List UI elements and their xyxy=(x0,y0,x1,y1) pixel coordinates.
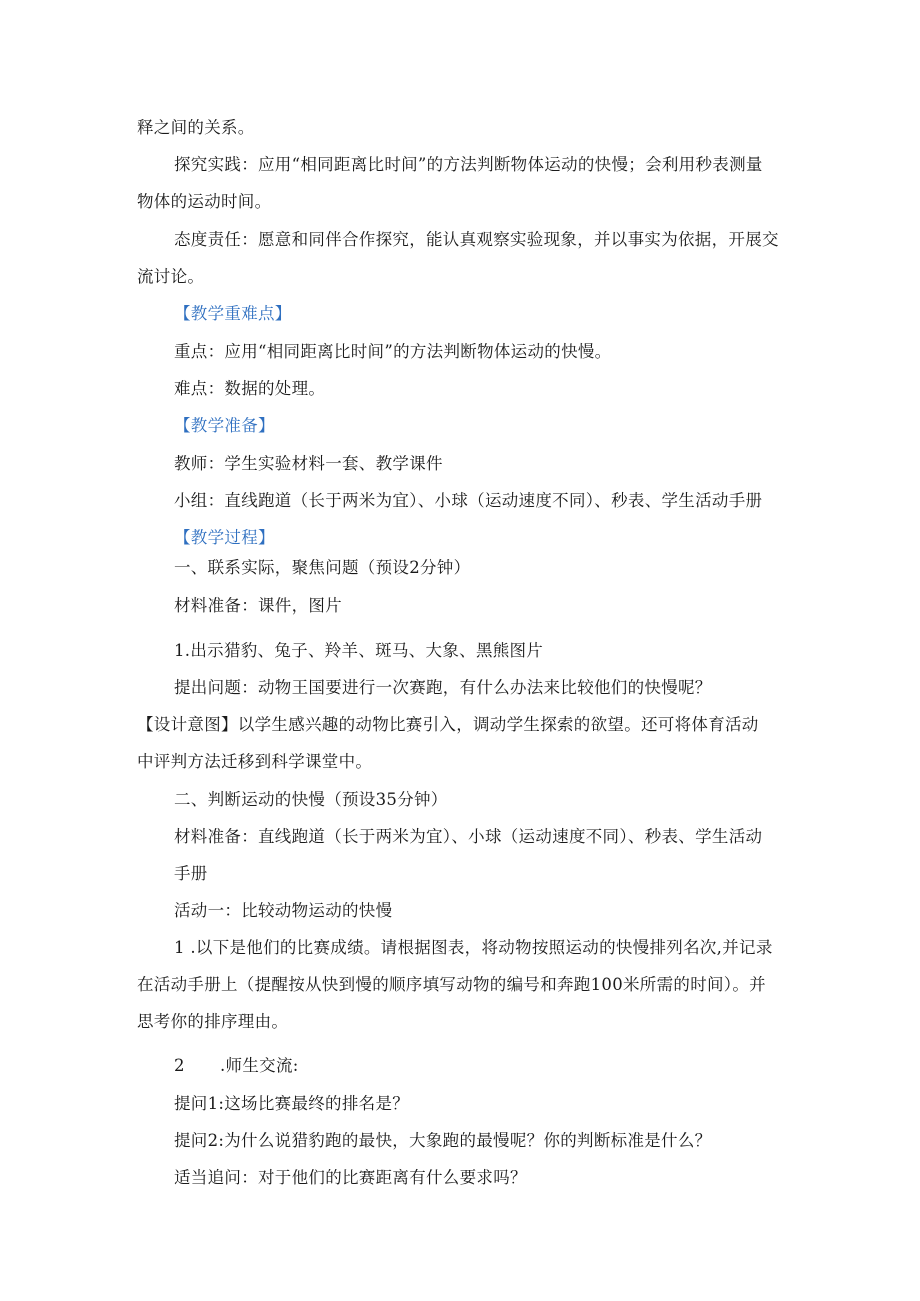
activity1-title: 活动一：比较动物运动的快慢 xyxy=(174,901,393,920)
objective-line-4: 态度责任：愿意和同伴合作探究，能认真观察实验现象，并以事实为依据，开展交 xyxy=(174,230,779,249)
heading-preparation: 【教学准备】 xyxy=(174,416,275,435)
design-intent-line-1: 【设计意图】以学生感兴趣的动物比赛引入，调动学生探索的欲望。还可将体育活动 xyxy=(137,715,759,734)
part1-step1: 1.出示猎豹、兔子、羚羊、斑马、大象、黑熊图片 xyxy=(174,641,544,660)
part1-title: 一、联系实际，聚焦问题（预设2分钟） xyxy=(174,558,471,577)
part2-materials-line-2: 手册 xyxy=(174,864,208,883)
step2-number: 2 xyxy=(174,1056,185,1075)
key-point-focus: 重点：应用“相同距离比时间”的方法判断物体运动的快慢。 xyxy=(174,342,612,361)
objective-line-3: 物体的运动时间。 xyxy=(137,192,272,211)
design-intent-line-2: 中评判方法迁移到科学课堂中。 xyxy=(137,752,373,771)
preparation-teacher: 教师：学生实验材料一套、教学课件 xyxy=(174,454,443,473)
followup-question: 适当追问：对于他们的比赛距离有什么要求吗？ xyxy=(174,1168,527,1187)
heading-process: 【教学过程】 xyxy=(174,528,275,547)
preparation-group: 小组：直线跑道（长于两米为宜）、小球（运动速度不同）、秒表、学生活动手册 xyxy=(174,491,763,510)
objective-line-2: 探究实践：应用“相同距离比时间”的方法判断物体运动的快慢；会利用秒表测量 xyxy=(174,155,763,174)
step2-text: .师生交流: xyxy=(220,1056,299,1075)
heading-key-points: 【教学重难点】 xyxy=(174,304,292,323)
key-point-difficulty: 难点：数据的处理。 xyxy=(174,379,326,398)
step1-line-1: 1 .以下是他们的比赛成绩。请根据图表，将动物按照运动的快慢排列名次,并记录 xyxy=(174,938,773,957)
step1-line-3: 思考你的排序理由。 xyxy=(137,1012,289,1031)
objective-line-5: 流讨论。 xyxy=(137,267,205,286)
part2-materials-line-1: 材料准备：直线跑道（长于两米为宜）、小球（运动速度不同）、秒表、学生活动 xyxy=(174,827,763,846)
part2-title: 二、判断运动的快慢（预设35分钟） xyxy=(174,790,448,809)
objective-line-1: 释之间的关系。 xyxy=(137,118,255,137)
part1-materials: 材料准备：课件，图片 xyxy=(174,596,342,615)
question-1: 提问1:这场比赛最终的排名是？ xyxy=(174,1094,410,1113)
step1-line-2: 在活动手册上（提醒按从快到慢的顺序填写动物的编号和奔跑100米所需的时间）。并 xyxy=(137,975,766,994)
part1-question: 提出问题：动物王国要进行一次赛跑，有什么办法来比较他们的快慢呢？ xyxy=(174,678,712,697)
question-2: 提问2:为什么说猎豹跑的最快，大象跑的最慢呢？你的判断标准是什么？ xyxy=(174,1131,712,1150)
